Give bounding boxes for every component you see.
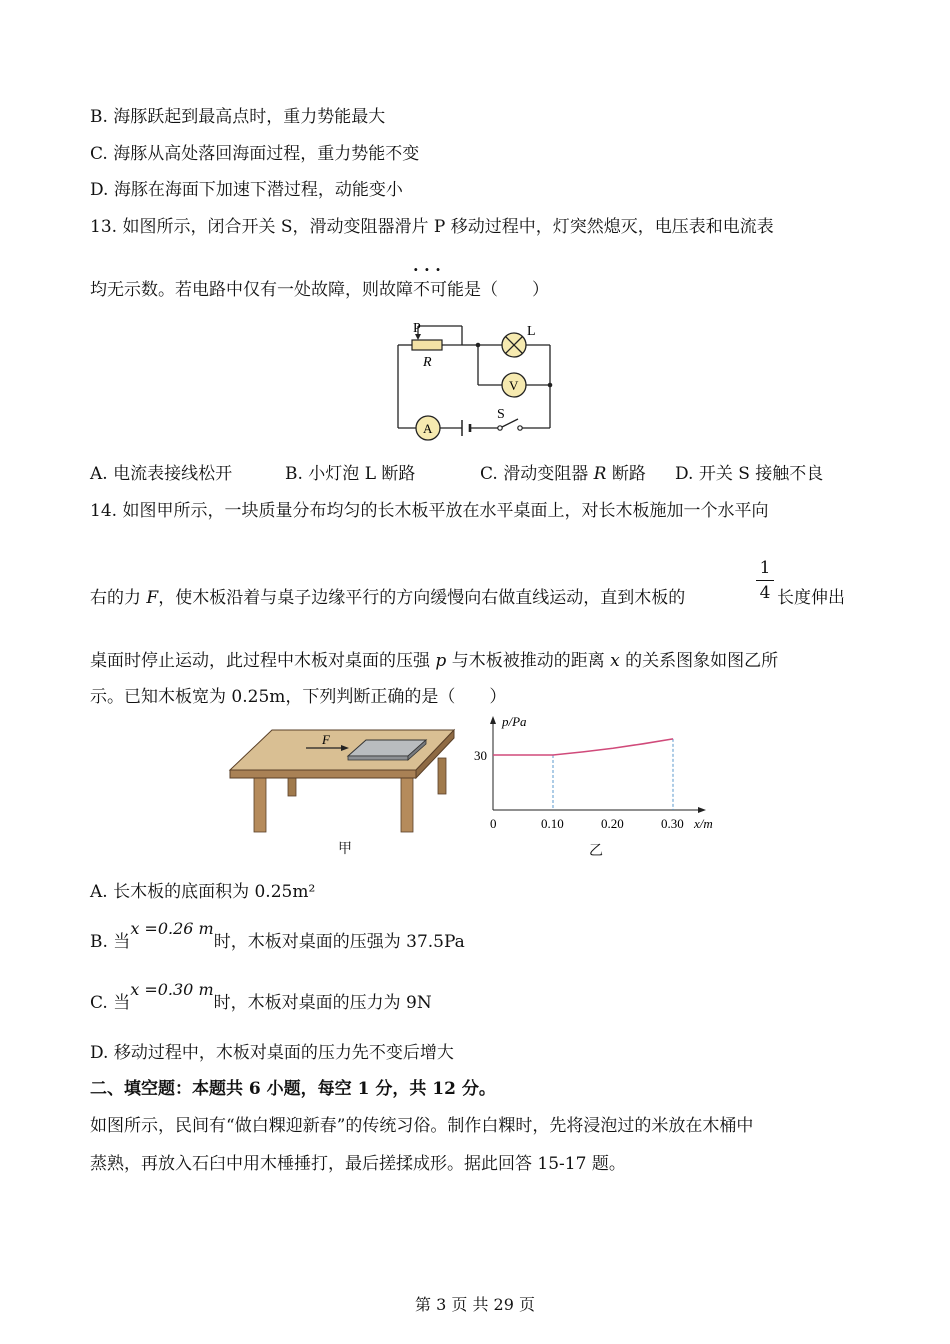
- label-v: V: [509, 378, 519, 393]
- q13-emphasis: · · · 不可能: [413, 275, 464, 300]
- q13-option-c: [480, 459, 646, 484]
- q14-text-d: 与木板被推动的距离: [446, 651, 611, 671]
- q14-option-b-equation: x =0.26 m: [130, 919, 214, 938]
- q13-option-a: A. 电流表接线松开: [90, 464, 233, 484]
- q13-option-b: B. 小灯泡 L 断路: [285, 464, 416, 484]
- label-p: P: [413, 321, 421, 336]
- x-axis-arrow: [698, 807, 706, 813]
- q12-option-b: B. 海豚跃起到最高点时，重力势能最大: [90, 107, 386, 127]
- y-axis-arrow: [490, 716, 496, 724]
- q13-option-c-tail: 断路: [606, 464, 646, 484]
- q13-stem-tail: 是（ ）: [464, 280, 549, 300]
- page-footer: 第 3 页 共 29 页: [415, 1295, 535, 1314]
- q14-option-c-text: 时，木板对桌面的压力为 9N: [213, 993, 432, 1013]
- q14-stem-line2-tail: 长度伸出: [777, 588, 845, 608]
- q14-option-a: A. 长木板的底面积为 0.25m²: [90, 882, 316, 902]
- q14-stem-line4: 示。已知木板宽为 0.25m，下列判断正确的是（ ）: [90, 687, 507, 707]
- x-axis-label: x/m: [694, 816, 713, 831]
- q12-option-d: D. 海豚在海面下加速下潜过程，动能变小: [90, 180, 403, 200]
- q14-option-c-prefix: C. 当: [90, 993, 131, 1013]
- q14-option-b: [90, 919, 465, 952]
- force-label: F: [322, 732, 330, 747]
- y-axis-label: p/Pa: [502, 714, 527, 729]
- label-a: A: [423, 421, 433, 436]
- q14-fraction: [756, 558, 774, 603]
- q14-p-symbol: p: [435, 651, 447, 671]
- q14-option-d: D. 移动过程中，木板对桌面的压力先不变后增大: [90, 1043, 454, 1063]
- px-chart: [470, 712, 730, 834]
- y-tick-label-0: 30: [474, 748, 487, 763]
- q13-stem-line1: 13. 如图所示，闭合开关 S，滑动变阻器滑片 P 移动过程中，灯突然熄灭，电压表和电流表: [90, 217, 774, 237]
- q14-option-b-prefix: B. 当: [90, 932, 131, 952]
- q13-option-d: D. 开关 S 接触不良: [675, 464, 824, 484]
- q14-text-a: 右的力: [90, 588, 147, 608]
- label-l: L: [527, 324, 536, 339]
- section2-title: 二、填空题：本题共 6 小题，每空 1 分，共 12 分。: [90, 1079, 496, 1099]
- q14-text-c: 桌面时停止运动，此过程中木板对桌面的压强: [90, 651, 436, 671]
- fraction-numerator: 1: [759, 558, 771, 578]
- fraction-denominator: 4: [759, 583, 771, 603]
- table-figure: [228, 728, 460, 834]
- q14-x-symbol: x: [610, 651, 620, 671]
- figure-jia-caption: 甲: [338, 841, 352, 857]
- section2-para-line2: 蒸熟，再放入石臼中用木棰捶打，最后搓揉成形。据此回答 15-17 题。: [90, 1154, 626, 1174]
- q14-option-c: [90, 980, 432, 1013]
- figure-yi-caption: 乙: [589, 843, 603, 859]
- q14-force-symbol: F: [146, 588, 159, 608]
- q12-option-c: C. 海豚从高处落回海面过程，重力势能不变: [90, 144, 420, 164]
- q14-text-e: 的关系图象如图乙所: [619, 651, 779, 671]
- q14-stem-line1: 14. 如图甲所示，一块质量分布均匀的长木板平放在水平桌面上，对长木板施加一个水平向: [90, 501, 769, 521]
- q13-stem-line2: [90, 275, 549, 300]
- q13-option-c-text: C. 滑动变阻器: [480, 464, 594, 484]
- q13-option-c-r: R: [593, 464, 607, 484]
- q14-option-c-equation: x =0.30 m: [130, 980, 214, 999]
- x-tick-label-2: 0.20: [601, 816, 624, 831]
- q14-option-b-text: 时，木板对桌面的压强为 37.5Pa: [213, 932, 465, 952]
- q13-stem-text: 均无示数。若电路中仅有一处故障，则故障: [90, 280, 413, 300]
- x-tick-label-3: 0.30: [661, 816, 684, 831]
- q13-circuit-diagram: [390, 318, 565, 444]
- fraction-bar: [756, 580, 774, 581]
- label-r: R: [423, 355, 432, 370]
- section2-para-line1: 如图所示，民间有“做白粿迎新春”的传统习俗。制作白粿时，先将浸泡过的米放在木桶中: [90, 1116, 754, 1136]
- q14-stem-line3: [90, 646, 778, 671]
- q14-stem-line2: [90, 583, 685, 608]
- label-s: S: [497, 407, 505, 422]
- q14-text-b: ，使木板沿着与桌子边缘平行的方向缓慢向右做直线运动，直到木板的: [158, 588, 686, 608]
- x-tick-label-1: 0.10: [541, 816, 564, 831]
- series-line-p: [493, 739, 673, 755]
- x-tick-label-0: 0: [490, 816, 497, 831]
